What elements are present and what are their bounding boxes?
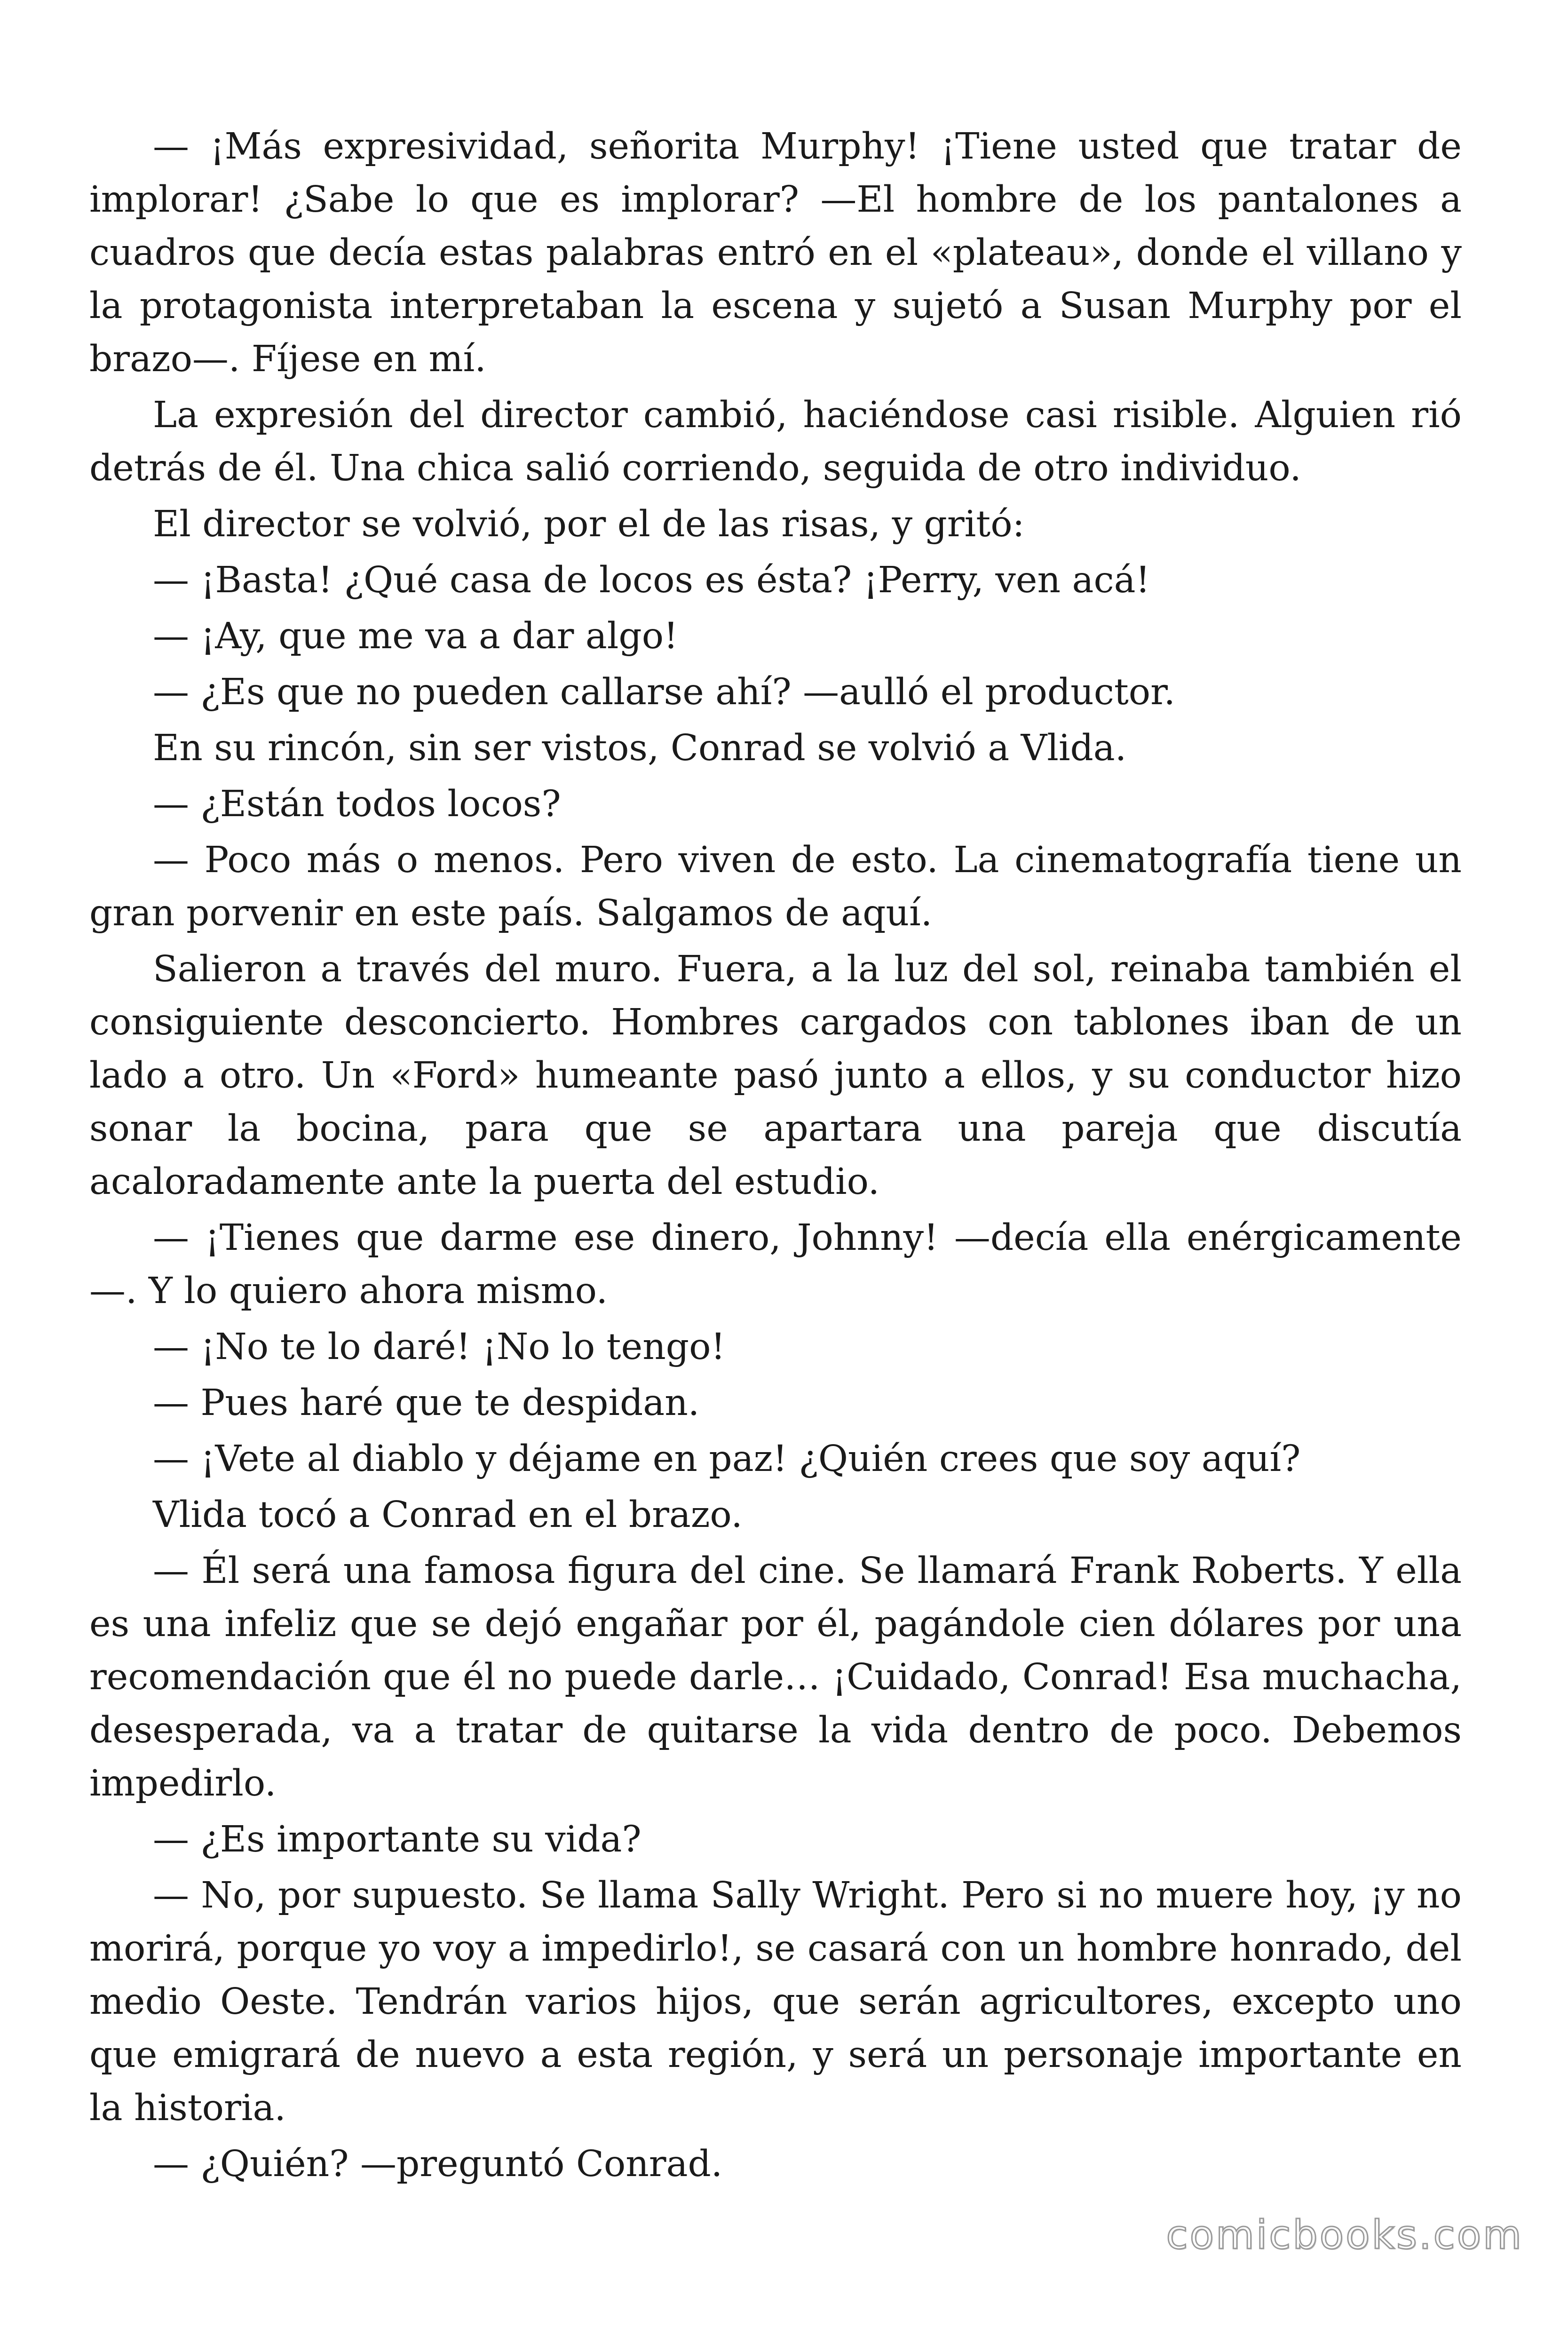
paragraph: — Él será una famosa figura del cine. Se llamará Frank Roberts. Y ella es una infeliz que se dejó engañar por él, pagándole cien dólares por una recomendación que él no puede darle… ¡Cuidado, Conrad! Esa muchacha, desesperada, va a tratar de quitarse la vida dentro de poco. Debemos impedirlo. (89, 1550, 1462, 1804)
paragraph: Salieron a través del muro. Fuera, a la luz del sol, reinaba también el consiguiente desconcierto. Hombres cargados con tablones iban de un lado a otro. Un «Ford» humeante pasó junto a ellos, y su conductor hizo sonar la bocina, para que se apartara una pareja que discutía acaloradamente ante la puerta del estudio. (89, 948, 1462, 1203)
paragraph: — ¡Ay, que me va a dar algo! (153, 615, 678, 657)
page-body (89, 120, 1462, 2193)
paragraph: — ¡Vete al diablo y déjame en paz! ¿Quién crees que soy aquí? (153, 1438, 1301, 1480)
paragraph: — ¿Es que no pueden callarse ahí? —aulló el productor. (153, 671, 1175, 713)
watermark: comicbooks.com (1166, 2212, 1523, 2258)
paragraph: — ¿Están todos locos? (153, 783, 561, 825)
paragraph: — No, por supuesto. Se llama Sally Wright. Pero si no muere hoy, ¡y no morirá, porque yo voy a impedirlo!, se casará con un hombre honrado, del medio Oeste. Tendrán varios hijos, que serán agricultores, excepto uno que emigrará de nuevo a esta región, y será un personaje importante en la historia. (89, 1875, 1462, 2129)
paragraph: Vlida tocó a Conrad en el brazo. (153, 1494, 743, 1536)
paragraph: — ¡Tienes que darme ese dinero, Johnny! —decía ella enérgicamente—. Y lo quiero ahora mismo. (89, 1217, 1462, 1312)
paragraph: — ¡No te lo daré! ¡No lo tengo! (153, 1326, 726, 1368)
paragraph: La expresión del director cambió, haciéndose casi risible. Alguien rió detrás de él. Una chica salió corriendo, seguida de otro individuo. (89, 394, 1462, 489)
paragraph: En su rincón, sin ser vistos, Conrad se volvió a Vlida. (153, 727, 1127, 769)
paragraph: — ¿Es importante su vida? (153, 1819, 641, 1860)
paragraph: — ¡Más expresividad, señorita Murphy! ¡Tiene usted que tratar de implorar! ¿Sabe lo que es implorar? —El hombre de los pantalones a cuadros que decía estas palabras entró en el «plateau», donde el villano y la protagonista interpretaban la escena y sujetó a Susan Murphy por el brazo—. Fíjese en mí. (89, 126, 1462, 380)
paragraph: — Pues haré que te despidan. (153, 1382, 700, 1424)
paragraph: — ¡Basta! ¿Qué casa de locos es ésta? ¡Perry, ven acá! (153, 559, 1150, 601)
paragraph: — Poco más o menos. Pero viven de esto. La cinematografía tiene un gran porvenir en este país. Salgamos de aquí. (89, 839, 1462, 934)
paragraph: El director se volvió, por el de las risas, y gritó: (153, 503, 1025, 545)
paragraph: — ¿Quién? —preguntó Conrad. (153, 2143, 723, 2185)
